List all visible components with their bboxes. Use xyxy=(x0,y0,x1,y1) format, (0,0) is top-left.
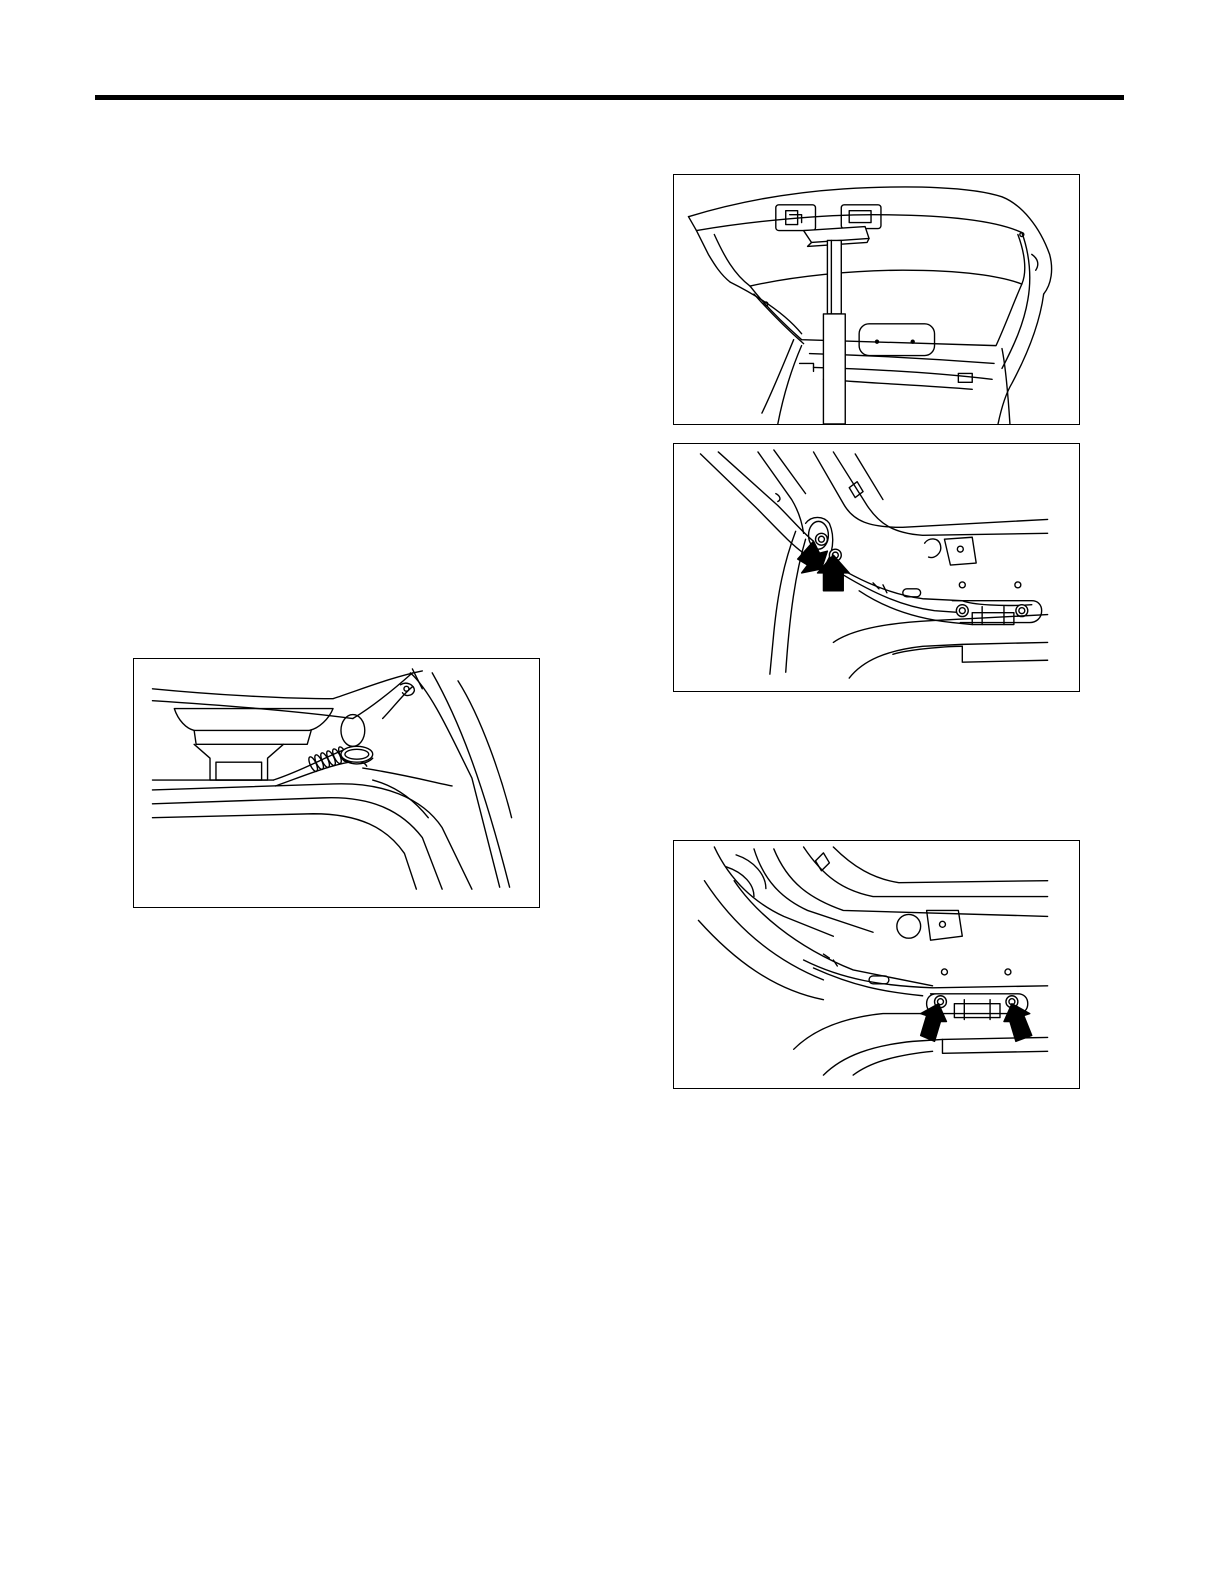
hinge-bolts-arrows-illustration xyxy=(674,444,1079,691)
figure-liftgate-stay xyxy=(673,174,1080,425)
figure-hinge-bolts-right xyxy=(673,840,1080,1089)
figure-harness-grommet xyxy=(133,658,540,908)
hinge-bolts-arrows-illustration xyxy=(674,841,1079,1088)
harness-grommet-illustration xyxy=(134,659,539,907)
figure-hinge-bolts-left xyxy=(673,443,1080,692)
liftgate-stay-illustration xyxy=(674,175,1079,424)
header-rule xyxy=(95,95,1124,100)
